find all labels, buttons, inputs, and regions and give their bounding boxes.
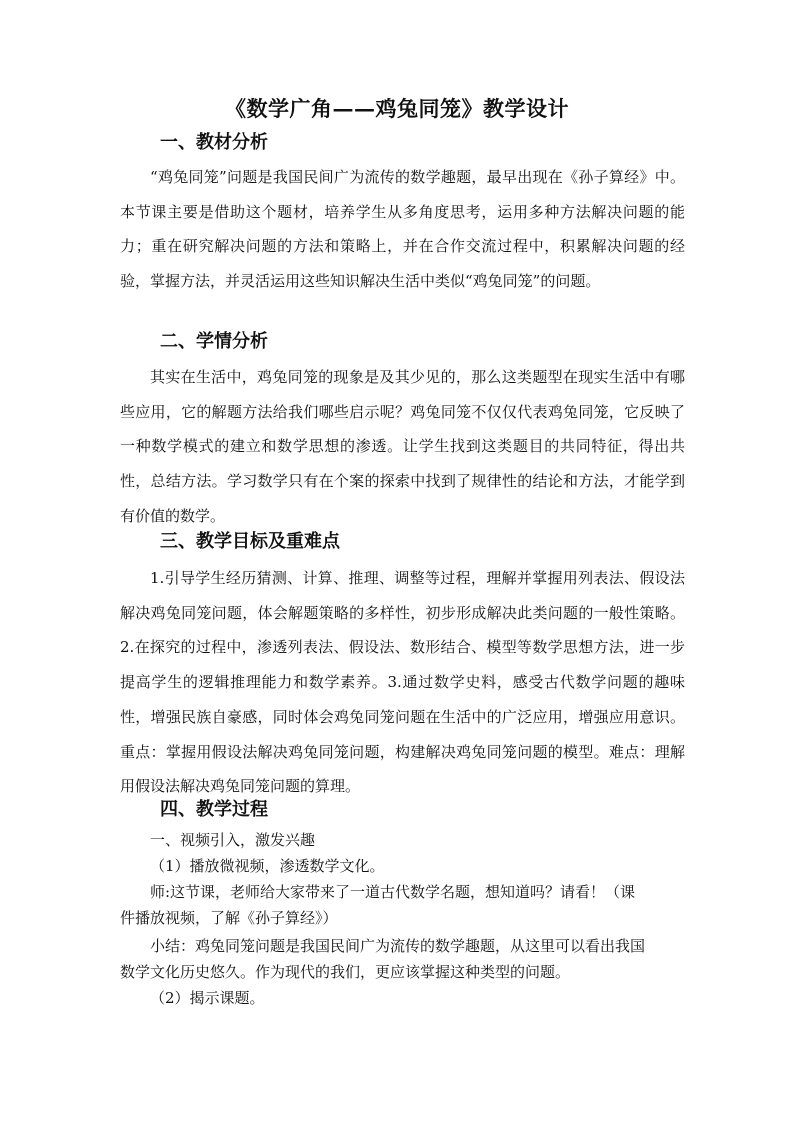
section-heading-teaching-process: 四、教学过程	[160, 799, 268, 820]
process-line-4: 件播放视频，了解《孙子算经》）	[120, 909, 338, 927]
section-text-textbook-analysis: “鸡兔同笼”问题是我国民间广为流传的数学趣题，最早出现在《孙子算经》中。本节课主要是借助这个题材，培养学生从多角度思考，运用多种方法解决问题的能力；重在研究解决问题的方法和策略上，并在合作交流过程中，积累解决问题的经验，掌握方法，并灵活运用这些知识解决生活中类似“鸡兔同笼”的问题。	[120, 168, 685, 291]
section-text-student-analysis: 其实在生活中，鸡兔同笼的现象是及其少见的，那么这类题型在现实生活中有哪些应用，它的解题方法给我们哪些启示呢？鸡兔同笼不仅仅代表鸡兔同笼，它反映了一种数学模式的建立和数学思想的渗透。让学生找到这类题目的共同特征，得出共性，总结方法。学习数学只有在个案的探索中找到了规律性的结论和方法，才能学到有价值的数学。	[120, 368, 685, 525]
process-line-1: 一、视频引入，激发兴趣	[150, 831, 316, 849]
process-line-7: （2）揭示课题。	[150, 989, 265, 1007]
process-line-2: （1）播放微视频，渗透数学文化。	[150, 857, 385, 875]
section-text-objectives: 1.引导学生经历猜测、计算、推理、调整等过程，理解并掌握用列表法、假设法解决鸡兔同笼问题，体会解题策略的多样性，初步形成解决此类问题的一般性策略。2.在探究的过程中，渗透列表法、假设法、数形结合、模型等数学思想方法，进一步提高学生的逻辑推理能力和数学素养。3.通过数学史料，感受古代数学问题的趣味性，增强民族自豪感，同时体会鸡兔同笼问题在生活中的广泛应用，增强应用意识。重点：掌握用假设法解决鸡兔同笼问题，构建解决鸡兔同笼问题的模型。难点：理解用假设法解决鸡兔同笼问题的算理。	[120, 569, 685, 796]
process-line-5: 小结：鸡兔同笼问题是我国民间广为流传的数学趣题，从这里可以看出我国	[150, 937, 646, 955]
process-line-6: 数学文化历史悠久。作为现代的我们，更应该掌握这种类型的问题。	[120, 963, 571, 981]
document-title: 《数学广角——鸡兔同笼》教学设计	[225, 96, 569, 121]
section-heading-objectives: 三、教学目标及重难点	[160, 531, 340, 552]
process-line-3: 师:这节课，老师给大家带来了一道古代数学名题，想知道吗？请看！（课	[150, 883, 636, 901]
section-heading-student-analysis: 二、学情分析	[160, 331, 268, 352]
section-heading-textbook-analysis: 一、教材分析	[160, 132, 268, 153]
